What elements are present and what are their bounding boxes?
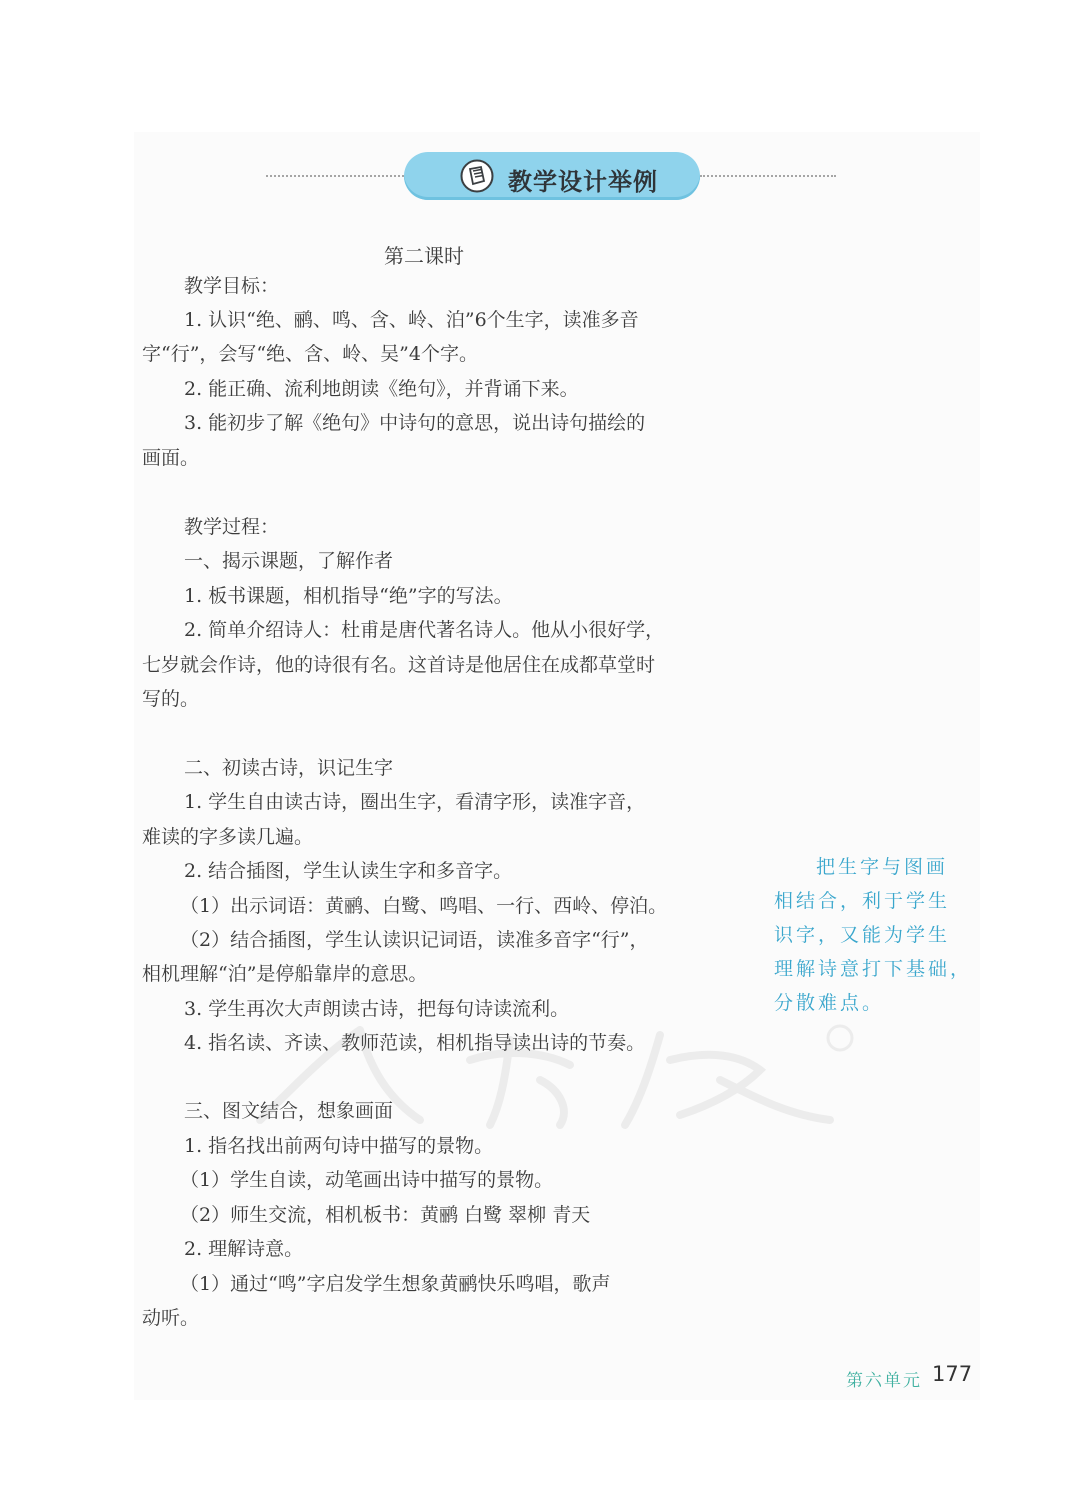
header-title: 教学设计举例 [508, 168, 658, 196]
note-line: 识字，又能为学生 [774, 924, 951, 946]
process-line: 1. 板书课题，相机指导“绝”字的写法。 [184, 585, 513, 607]
process-line: 3. 学生再次大声朗读古诗，把每句诗读流利。 [184, 998, 570, 1020]
process-line: （2）师生交流，相机板书：黄鹂 白鹭 翠柳 青天 [180, 1204, 591, 1226]
section-heading: 一、揭示课题，了解作者 [184, 550, 394, 572]
process-line: 难读的字多读几遍。 [142, 826, 314, 848]
goal-line: 画面。 [142, 447, 200, 469]
process-line: 相机理解“泊”是停船靠岸的意思。 [142, 963, 428, 985]
process-line: 七岁就会作诗，他的诗很有名。这首诗是他居住在成都草堂时 [142, 654, 656, 676]
lesson-title: 第二课时 [384, 244, 464, 268]
page-number: 177 [932, 1362, 973, 1386]
section-heading: 二、初读古诗，识记生字 [184, 757, 394, 779]
header-badge [404, 152, 700, 200]
process-line: 2. 简单介绍诗人：杜甫是唐代著名诗人。他从小很好学， [184, 619, 665, 641]
process-line: 2. 结合插图，学生认读生字和多音字。 [184, 860, 513, 882]
goal-line: 3. 能初步了解《绝句》中诗句的意思，说出诗句描绘的 [184, 412, 646, 434]
book-icon [460, 159, 494, 193]
process-line: 1. 学生自由读古诗，圈出生字，看清字形，读准字音， [184, 791, 646, 813]
header-divider-right [700, 175, 836, 177]
goal-line: 字“行”，会写“绝、含、岭、吴”4个字。 [142, 343, 478, 365]
note-line: 分散难点。 [774, 992, 885, 1014]
process-line: 4. 指名读、齐读、教师范读，相机指导读出诗的节奏。 [184, 1032, 646, 1054]
margin-note [774, 850, 973, 1030]
goal-line: 1. 认识“绝、鹂、鸣、含、岭、泊”6个生字，读准多音 [184, 309, 639, 331]
process-line: （1）出示词语：黄鹂、白鹭、鸣唱、一行、西岭、停泊。 [180, 895, 668, 917]
process-line: （2）结合插图，学生认读识记词语，读准多音字“行”， [180, 929, 649, 951]
process-line: 动听。 [142, 1307, 200, 1329]
process-line: （1）通过“鸣”字启发学生想象黄鹂快乐鸣唱，歌声 [180, 1273, 611, 1295]
section-heading: 三、图文结合，想象画面 [184, 1100, 394, 1122]
unit-label: 第六单元 [846, 1371, 922, 1391]
process-line: 2. 理解诗意。 [184, 1238, 304, 1260]
process-heading: 教学过程： [184, 516, 280, 538]
header-divider-left [266, 175, 404, 177]
goal-line: 2. 能正确、流利地朗读《绝句》，并背诵下来。 [184, 378, 579, 400]
process-line: （1）学生自读，动笔画出诗中描写的景物。 [180, 1169, 554, 1191]
note-line: 理解诗意打下基础， [774, 958, 973, 980]
goals-heading: 教学目标： [184, 275, 280, 297]
section-header [0, 150, 1080, 204]
process-line: 写的。 [142, 688, 200, 710]
process-line: 1. 指名找出前两句诗中描写的景物。 [184, 1135, 494, 1157]
note-line: 把生字与图画 [816, 856, 949, 878]
note-line: 相结合，利于学生 [774, 890, 951, 912]
publisher-watermark [240, 1020, 860, 1130]
